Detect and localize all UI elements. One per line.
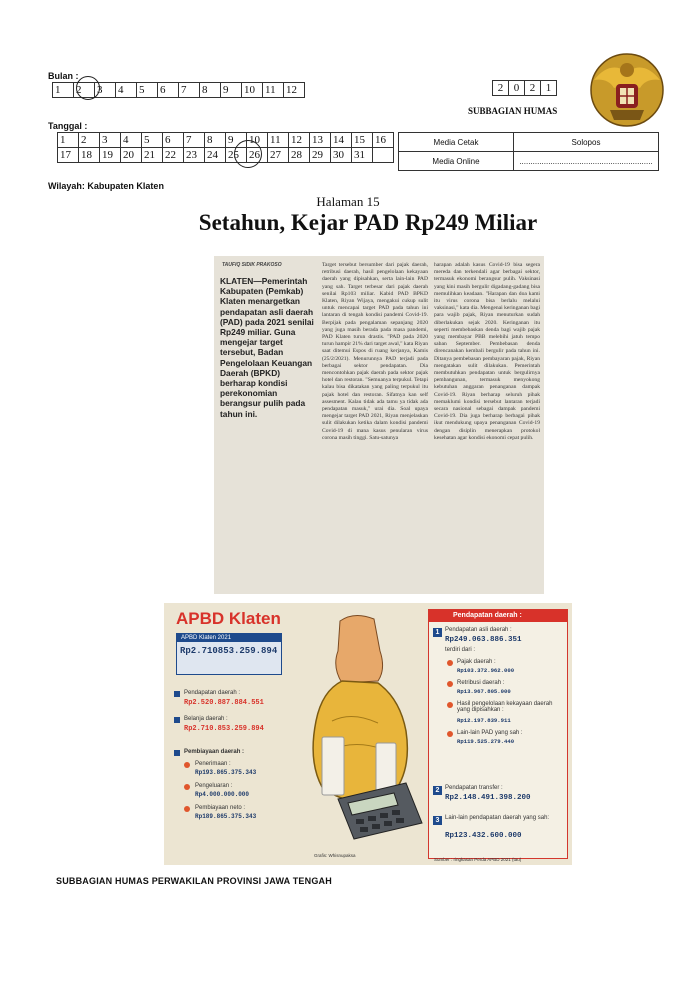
date-cell-10: 10: [247, 133, 268, 148]
date-cell-16: 16: [373, 133, 394, 148]
date-cell-r2-11: 27: [268, 148, 289, 163]
month-circle-mark: [76, 76, 100, 100]
apbd-infographic: [164, 603, 572, 865]
neto-dot: [184, 806, 190, 812]
media-table: [398, 132, 659, 171]
belanja-label: Belanja daerah :: [184, 716, 228, 722]
date-cell-r2-16: [373, 148, 394, 163]
date-cell-r2-14: 30: [331, 148, 352, 163]
article-column-3: harapan adalah kasus Covid-19 bisa segera mereda dan terkendali agar berbagai sektor, termasuk ekonomi berangsur pulih. Vaksinasi yang kini masih bergulir digadang-gadang bisa memulihkan keadaan. "Harapan dan doa kami itu virus corona bisa berlalu melalui vaksinasi," kata dia. Mengenai keringanan bagi para wajib pajak, Riyan menuturkan sudah diberlakukan sejak 2020. Keringanan itu seperti membebaskan denda bagi wajib pajak yang membayar PBB melebihi jatuh tempo saban September. Pembebasan denda direncanakan kembali bergulir pada tahun ini. Ditanya pembebasan pembayaran pajak, Riyan mengatakan sulit dilakukan. Pemerintah membutuhkan pendapatan untuk bergulirnya pembangunan, termasuk menyokong kebutuhan anggaran penanganan dampak Covid-19. Riyan berharap seluruh pihak memaklumi kondisi tersebut lantaran terjadi secara nasional sebagai dampak pandemi Covid-19. Dia juga berharap berbagai pihak ikut mendukung upaya penanganan Covid-19 dengan disiplin menerapkan protokol kesehatan agar kondisi ekonomi cepat pulih.: [434, 262, 540, 441]
item-1-sub: terdiri dari :: [445, 647, 476, 653]
item-3-value: Rp123.432.600.000: [445, 832, 522, 840]
apbd-total-label: APBD Klaten 2021: [177, 634, 281, 642]
month-cell-12: 12: [284, 83, 305, 98]
pembiayaan-bullet: [174, 750, 180, 756]
footer-text: SUBBAGIAN HUMAS PERWAKILAN PROVINSI JAWA TENGAH: [56, 876, 332, 886]
pad-part-4-dot: [447, 731, 453, 737]
item-3-label: Lain-lain pendapatan daerah yang sah:: [445, 815, 550, 821]
year-boxes: [493, 80, 557, 96]
date-cell-9: 9: [226, 133, 247, 148]
date-cell-r2-6: 22: [163, 148, 184, 163]
news-clipping: [214, 256, 544, 594]
belanja-value: Rp2.710.853.259.894: [184, 725, 264, 733]
date-cell-11: 11: [268, 133, 289, 148]
pengeluaran-value: Rp4.000.000.000: [195, 791, 250, 798]
date-cell-r2-10: 26: [247, 148, 268, 163]
media-online-label: Media Online: [399, 152, 514, 171]
date-cell-r2-12: 28: [289, 148, 310, 163]
date-cell-1: 1: [58, 133, 79, 148]
pendapatan-label: Pendapatan daerah :: [184, 690, 241, 696]
date-cell-r2-7: 23: [184, 148, 205, 163]
pembiayaan-label: Pembiayaan daerah :: [184, 749, 245, 755]
media-cetak-value: Solopos: [514, 133, 659, 152]
pad-part-1-label: Pajak daerah :: [457, 659, 496, 665]
month-cell-3: 3: [95, 83, 116, 98]
month-cell-4: 4: [116, 83, 137, 98]
date-cell-12: 12: [289, 133, 310, 148]
date-cell-r2-3: 19: [100, 148, 121, 163]
date-cell-r2-2: 18: [79, 148, 100, 163]
item-2-value: Rp2.148.491.398.200: [445, 794, 531, 802]
month-cell-10: 10: [242, 83, 263, 98]
panel-title: Pendapatan daerah :: [429, 610, 567, 622]
date-cell-r2-4: 20: [121, 148, 142, 163]
date-cell-15: 15: [352, 133, 373, 148]
pad-part-4-value: Rp119.525.279.440: [457, 738, 515, 745]
pad-part-2-value: Rp13.967.805.000: [457, 688, 511, 695]
date-cell-3: 3: [100, 133, 121, 148]
page-number: Halaman 15: [316, 194, 380, 209]
item-1-value: Rp249.063.886.351: [445, 636, 522, 644]
date-circle-mark: [234, 140, 262, 168]
item-2-number: 2: [433, 786, 442, 795]
apbd-total-value: Rp2.710853.259.894: [180, 646, 278, 656]
neto-label: Pembiayaan neto :: [195, 805, 246, 811]
date-cell-r2-8: 24: [205, 148, 226, 163]
grafis-credit: Grafis: Whisnupaksa: [314, 853, 356, 858]
month-cell-11: 11: [263, 83, 284, 98]
date-cell-13: 13: [310, 133, 331, 148]
date-cell-8: 8: [205, 133, 226, 148]
date-cell-5: 5: [142, 133, 163, 148]
byline: TAUFIQ SIDIK PRAKOSO: [222, 262, 282, 268]
month-cell-6: 6: [158, 83, 179, 98]
headline: Setahun, Kejar PAD Rp249 Miliar: [198, 210, 538, 235]
pendapatan-value: Rp2.520.887.884.551: [184, 699, 264, 707]
date-cell-r2-9: 25: [226, 148, 247, 163]
item-3-number: 3: [433, 816, 442, 825]
emblem-logo: [590, 50, 664, 128]
wilayah-label: Wilayah: Kabupaten Klaten: [48, 181, 164, 191]
month-cell-5: 5: [137, 83, 158, 98]
year-digit-4: 1: [540, 80, 557, 96]
subbagian-label: SUBBAGIAN HUMAS: [468, 106, 558, 116]
item-2-label: Pendapatan transfer :: [445, 785, 503, 791]
date-cell-2: 2: [79, 133, 100, 148]
date-grid: [57, 132, 394, 163]
year-digit-3: 2: [524, 80, 541, 96]
pendapatan-bullet: [174, 691, 180, 697]
pad-part-2-label: Retribusi daerah :: [457, 680, 505, 686]
date-cell-r2-15: 31: [352, 148, 373, 163]
pad-part-1-value: Rp103.372.962.000: [457, 667, 515, 674]
media-online-value: ............................................................: [514, 152, 659, 171]
date-cell-r2-5: 21: [142, 148, 163, 163]
date-cell-6: 6: [163, 133, 184, 148]
article-column-2: Target tersebut bersumber dari pajak daerah, retribusi daerah, hasil pengelolaan kekayaan daerah yang dipisahkan, serta lain-lain PAD yang sah. Target terbesar dari pajak daerah senilai Rp103 miliar. Kabid PAD BPKD Klaten, Riyan Wijaya, mengakui cukup sulit untuk mencapai target PAD pada tahun ini lantaran di tengah kondisi pandemi Covid-19. Berpijak pada pengalaman sepanjang 2020 yang juga masih berada pada masa pandemi, PAD Klaten turun drastis. "PAD pada 2020 turun hampir 21% dari target awal," kata Riyan saat ditemui Espos di ruang kerjanya, Kamis (25/2/2021). Menurunnya PAD terjadi pada berbagai sektor pendapatan. Dia mencontohkan pajak daerah pada sektor pajak hotel dan restoran. "Semuanya terpukul. Tetapi kalau bisa dikatakan yang paling terpukul itu pajak hotel dan restoran. Sifatnya kan self assesment. Kalau tidak ada tamu ya tidak ada pendapatan masuk," urai dia. Soal upaya mengejar target PAD 2021, Riyan menjelaskan sulit dilakukan ketika dalam kondisi pandemi Covid-19 di mana kasus penularan virus corona masih tinggi. Satu-satunya: [322, 262, 428, 441]
source-note: Sumber : ringkasan Perda APBD 2021 (tau): [434, 857, 522, 862]
neto-value: Rp189.865.375.343: [195, 813, 257, 820]
penerimaan-value: Rp193.865.375.343: [195, 769, 257, 776]
media-cetak-label: Media Cetak: [399, 133, 514, 152]
moneybag-illustration: [282, 611, 428, 855]
month-cell-7: 7: [179, 83, 200, 98]
date-cell-14: 14: [331, 133, 352, 148]
pad-part-1-dot: [447, 660, 453, 666]
pad-part-3-value: Rp12.197.839.911: [457, 717, 511, 724]
date-cell-4: 4: [121, 133, 142, 148]
belanja-bullet: [174, 717, 180, 723]
infographic-title: APBD Klaten: [176, 609, 281, 628]
apbd-total-box: [176, 633, 282, 675]
pendapatan-panel: [428, 609, 568, 859]
pad-part-3-dot: [447, 702, 453, 708]
lead-paragraph: KLATEN—Pemerintah Kabupaten (Pemkab) Klaten menargetkan pendapatan asli daerah (PAD) pada 2021 senilai Rp249 miliar. Guna mengejar target tersebut, Badan Pengelolaan Keuangan Daerah (BPKD) berharap kondisi perekonomian berangsur pulih pada tahun ini.: [220, 276, 314, 419]
pengeluaran-label: Pengeluaran :: [195, 783, 233, 789]
month-cell-1: 1: [53, 83, 74, 98]
year-digit-1: 2: [492, 80, 509, 96]
pengeluaran-dot: [184, 784, 190, 790]
bulan-label: Bulan :: [48, 71, 79, 81]
item-1-label: Pendapatan asli daerah :: [445, 627, 512, 633]
month-cell-8: 8: [200, 83, 221, 98]
item-1-number: 1: [433, 628, 442, 637]
date-cell-7: 7: [184, 133, 205, 148]
tanggal-label: Tanggal :: [48, 121, 88, 131]
penerimaan-label: Penerimaan :: [195, 761, 231, 767]
year-digit-2: 0: [508, 80, 525, 96]
month-cell-9: 9: [221, 83, 242, 98]
date-cell-r2-1: 17: [58, 148, 79, 163]
pad-part-3-label: Hasil pengelolaan kekayaan daerah yang dipisahkan :: [457, 701, 553, 713]
penerimaan-dot: [184, 762, 190, 768]
pad-part-2-dot: [447, 681, 453, 687]
date-cell-r2-13: 29: [310, 148, 331, 163]
pad-part-4-label: Lain-lain PAD yang sah :: [457, 730, 523, 736]
month-cell-2: 2: [74, 83, 95, 98]
